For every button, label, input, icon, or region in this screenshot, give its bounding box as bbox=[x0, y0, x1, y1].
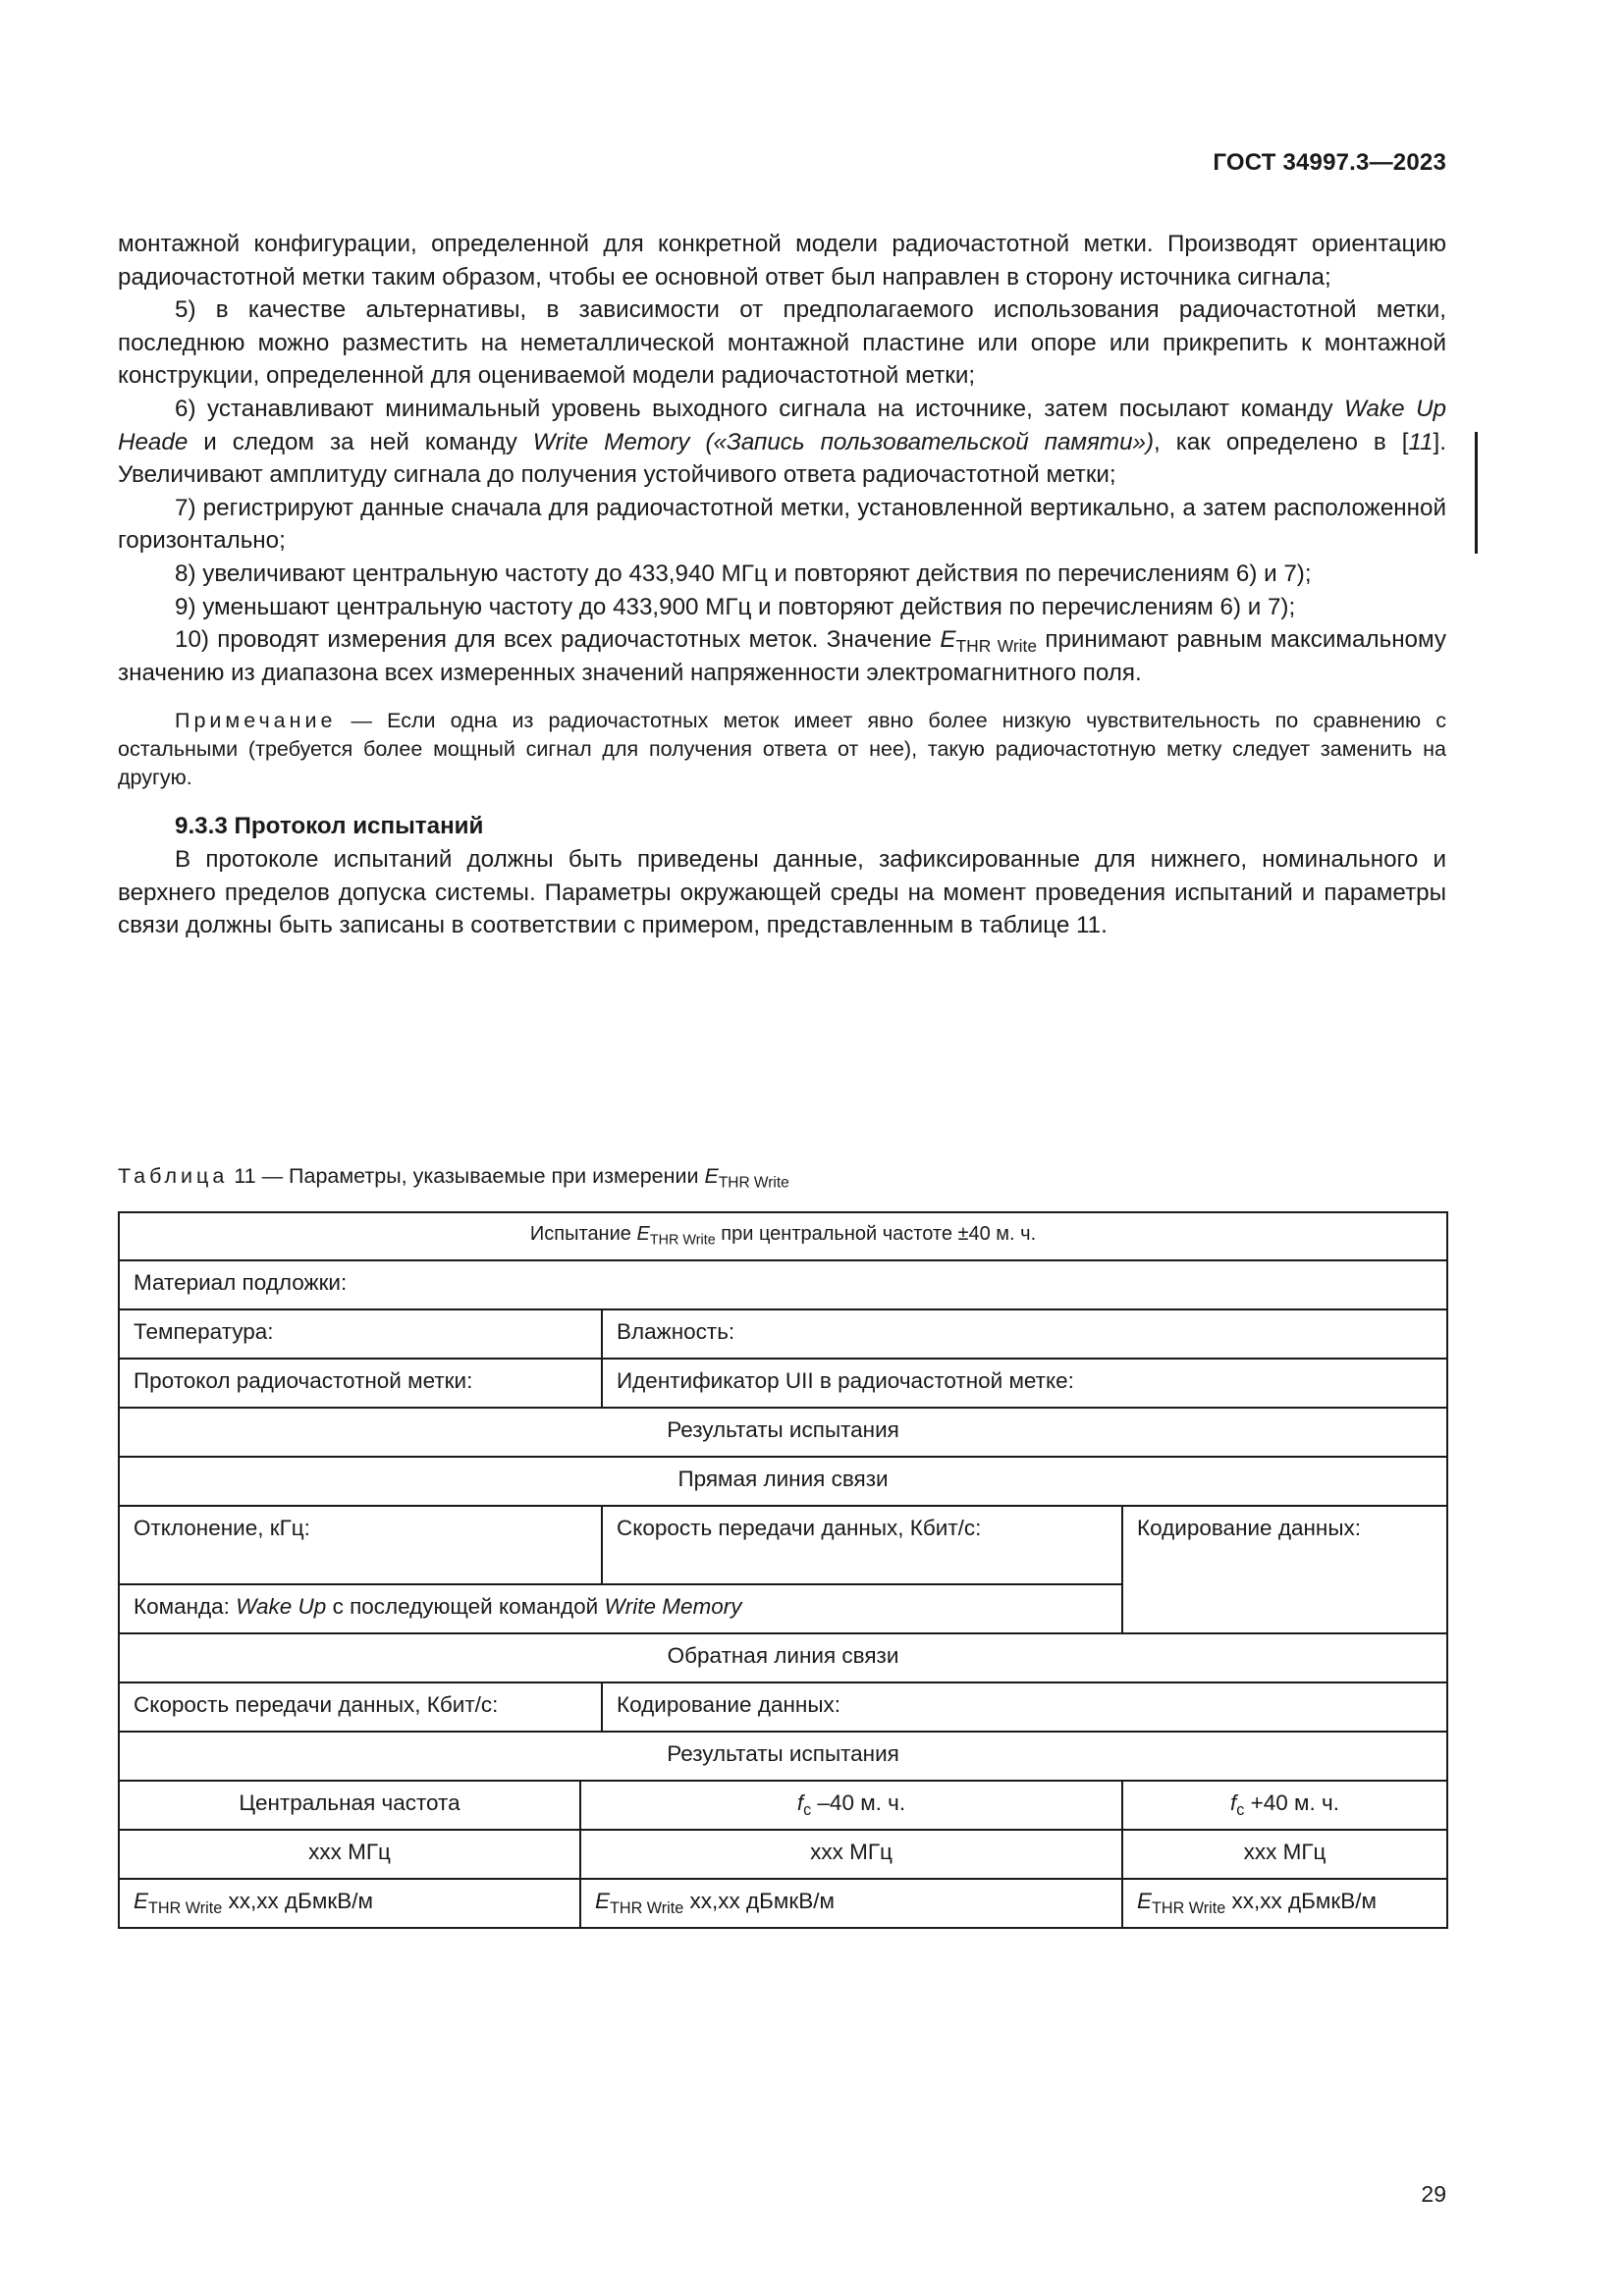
reverse-link-header-cell: Обратная линия связи bbox=[119, 1633, 1447, 1682]
reverse-coding-cell: Кодирование данных: bbox=[602, 1682, 1447, 1732]
center-ethr-value: $E_{THR Write}$ хх,хх дБмкВ/м bbox=[119, 1879, 580, 1928]
plus-40-header: $f_c +40$ м. ч. bbox=[1122, 1781, 1447, 1830]
section-heading: 9.3.3 Протокол испытаний bbox=[175, 813, 484, 840]
table-caption: Таблица 11 — Параметры, указываемые при измерении $E_{THR Write}$ bbox=[118, 1164, 789, 1192]
reference-link: 11 bbox=[1408, 428, 1434, 455]
results-header-cell: Результаты испытания bbox=[119, 1408, 1447, 1457]
forward-link-header-cell: Прямая линия связи bbox=[119, 1457, 1447, 1506]
page-number: 29 bbox=[1421, 2181, 1446, 2207]
results-header-cell-2: Результаты испытания bbox=[119, 1732, 1447, 1781]
document-id: ГОСТ 34997.3—2023 bbox=[1213, 149, 1446, 176]
minus-40-ethr-value: $E_{THR Write}$ хх,хх дБмкВ/м bbox=[580, 1879, 1122, 1928]
forward-coding-cell: Кодирование данных: bbox=[1122, 1506, 1447, 1633]
deviation-cell: Отклонение, кГц: bbox=[119, 1506, 602, 1584]
note-label: Примечание bbox=[175, 709, 337, 733]
plus-40-ethr-value: $E_{THR Write}$ хх,хх дБмкВ/м bbox=[1122, 1879, 1447, 1928]
table-title-cell: Испытание $E_{THR Write}$ при центральной частоте ±40 м. ч. bbox=[119, 1212, 1447, 1260]
note: Примечание — Если одна из радиочастотных меток имеет явно более низкую чувствительность по сравнению с остальными (требуется более мощный сигнал для получения ответа от нее), такую радиочастотную метку следует заменить на другую. bbox=[118, 709, 1446, 790]
forward-rate-cell: Скорость передачи данных, Кбит/с: bbox=[602, 1506, 1122, 1584]
section-text: В протоколе испытаний должны быть приведены данные, зафиксированные для нижнего, номинального и верхнего пределов допуска системы. Параметры окружающей среды на момент проведения испытаний и параметры связи должны быть записаны в соответствии с примером, представленным в таблице 11. bbox=[118, 845, 1446, 939]
list-item-9: 9) уменьшают центральную частоту до 433,900 МГц и повторяют действия по перечислениям 6) и 7); bbox=[175, 593, 1296, 620]
plus-40-frequency-value: ххх МГц bbox=[1122, 1830, 1447, 1879]
list-item-7: 7) регистрируют данные сначала для радиочастотной метки, установленной вертикально, а затем расположенной горизонтально; bbox=[118, 494, 1446, 555]
humidity-cell: Влажность: bbox=[602, 1309, 1447, 1359]
protocol-cell: Протокол радиочастотной метки: bbox=[119, 1359, 602, 1408]
list-item-10: 10) проводят измерения для всех радиочастотных меток. Значение $E_{THR Write}$ принимают равным максимальному значению из диапазона всех измеренных значений напряженности электромагнитного поля. bbox=[118, 626, 1447, 686]
temperature-cell: Температура: bbox=[119, 1309, 602, 1359]
paragraph-continuation: монтажной конфигурации, определенной для конкретной модели радиочастотной метки. Производят ориентацию радиочастотной метки таким образом, чтобы ее основной ответ был направлен в сторону источника сигнала; bbox=[118, 231, 1446, 291]
list-item-6: 6) устанавливают минимальный уровень выходного сигнала на источнике, затем посылают команду Wake Up Heade и следом за ней команду Write Memory («Запись пользовательской памяти»), как определено в [11]. Увеличивают амплитуду сигнала до получения устойчивого ответа радиочастотной метки; bbox=[118, 395, 1446, 489]
reverse-rate-cell: Скорость передачи данных, Кбит/с: bbox=[119, 1682, 602, 1732]
minus-40-frequency-value: ххх МГц bbox=[580, 1830, 1122, 1879]
minus-40-header: $f_c$ –40 м. ч. bbox=[580, 1781, 1122, 1830]
symbol-thr-write: THR Write bbox=[955, 636, 1038, 657]
parameters-table bbox=[118, 1211, 1448, 1929]
symbol-e: E bbox=[940, 626, 956, 654]
change-bar bbox=[1475, 432, 1478, 554]
substrate-cell: Материал подложки: bbox=[119, 1260, 1447, 1309]
body-text bbox=[118, 228, 1446, 942]
list-item-8: 8) увеличивают центральную частоту до 433,940 МГц и повторяют действия по перечислениям 6) и 7); bbox=[175, 560, 1312, 587]
list-item-5: 5) в качестве альтернативы, в зависимости от предполагаемого использования радиочастотной метки, последнюю можно разместить на неметаллической монтажной пластине или опоре или прикрепить к монтажной конструкции, определенной для оцениваемой модели радиочастотной метки; bbox=[118, 296, 1446, 390]
center-frequency-value: ххх МГц bbox=[119, 1830, 580, 1879]
center-frequency-header: Центральная частота bbox=[119, 1781, 580, 1830]
command-cell: Команда: Wake Up с последующей командой Write Memory bbox=[119, 1584, 1122, 1633]
uii-cell: Идентификатор UII в радиочастотной метке: bbox=[602, 1359, 1447, 1408]
